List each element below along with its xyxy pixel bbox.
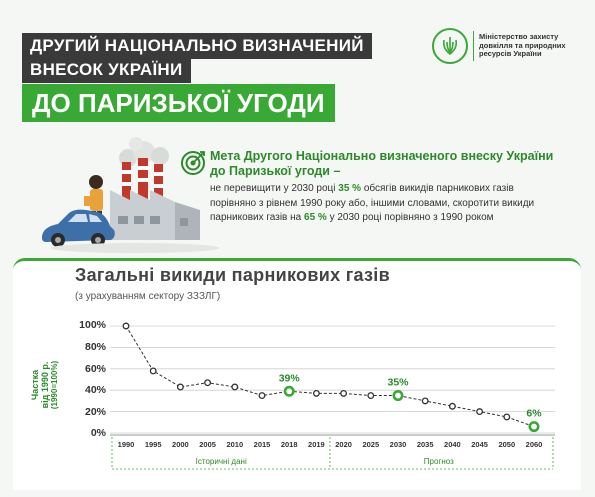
x-tick-label: 2019 [308, 440, 325, 449]
data-point [123, 323, 129, 329]
x-tick-label: 2005 [199, 440, 216, 449]
highlight-point [394, 391, 402, 399]
x-tick-label: 2045 [471, 440, 488, 449]
goal-text-part3: у 2030 році порівняно з 1990 роком [326, 212, 494, 223]
period-label: Прогноз [423, 457, 454, 466]
data-point [504, 414, 510, 420]
data-label: 35% [387, 376, 409, 389]
data-point [259, 393, 265, 399]
data-label: 6% [526, 407, 542, 420]
goal-percent-65: 65 % [304, 212, 327, 223]
x-tick-label: 2035 [416, 440, 434, 449]
y-axis-title-line2: від 1990 р. [40, 361, 50, 409]
y-tick-label: 80% [84, 341, 106, 353]
x-tick-label: 2050 [498, 440, 516, 449]
x-tick-label: 2060 [525, 440, 543, 449]
ministry-name: Міністерство захисту довкілля та природних ресурсів України [479, 32, 566, 59]
y-tick-label: 40% [84, 384, 106, 396]
chart-title: Загальні викиди парникових газів [75, 265, 390, 285]
period-label: Історичні дані [195, 457, 247, 466]
x-tick-label: 2030 [389, 440, 407, 449]
y-tick-label: 0% [90, 427, 106, 439]
x-tick-label: 2020 [335, 440, 352, 449]
x-tick-label: 2025 [362, 440, 380, 449]
data-point [422, 398, 428, 404]
y-tick-label: 20% [84, 406, 106, 418]
data-point [205, 380, 211, 386]
x-tick-label: 2000 [172, 440, 189, 449]
chart-subtitle: (з урахуванням сектору ЗЗЗЛГ) [75, 291, 221, 302]
data-point [450, 403, 456, 409]
data-point [314, 391, 320, 397]
title-line-2: ВНЕСОК УКРАЇНИ [22, 57, 191, 83]
data-point [150, 368, 156, 374]
highlight-point [285, 387, 293, 395]
goal-text-part2: обсягів викидів парникових газів порівняно з рівнем 1990 року або, іншими словами, скоротити викиди парникових газів на [210, 183, 535, 223]
goal-percent-35: 35 % [338, 183, 362, 194]
title-line-3: ДО ПАРИЗЬКОЇ УГОДИ [22, 84, 335, 122]
y-axis-title-line3: (1990=100%) [50, 360, 59, 410]
y-tick-label: 60% [84, 363, 106, 375]
title-line-1: ДРУГИЙ НАЦІОНАЛЬНО ВИЗНАЧЕНИЙ [22, 33, 372, 59]
y-axis-title-line1: Частка [30, 369, 40, 401]
x-tick-label: 2040 [444, 440, 461, 449]
data-label: 39% [278, 372, 300, 385]
data-point [232, 384, 238, 390]
x-tick-label: 1995 [144, 440, 162, 449]
x-tick-label: 2010 [226, 440, 244, 449]
x-tick-label: 1990 [117, 440, 135, 449]
x-tick-label: 2018 [280, 440, 298, 449]
y-tick-label: 100% [79, 319, 106, 331]
data-point [477, 409, 483, 415]
data-point [341, 391, 347, 397]
goal-text-part1: не перевищити у 2030 році [210, 183, 339, 194]
data-point [368, 393, 374, 399]
goal-heading: Мета Другого Національно визначеного внеску України до Паризької угоди – [210, 149, 554, 178]
x-tick-label: 2015 [253, 440, 271, 449]
highlight-point [530, 422, 538, 430]
data-point [178, 384, 184, 390]
